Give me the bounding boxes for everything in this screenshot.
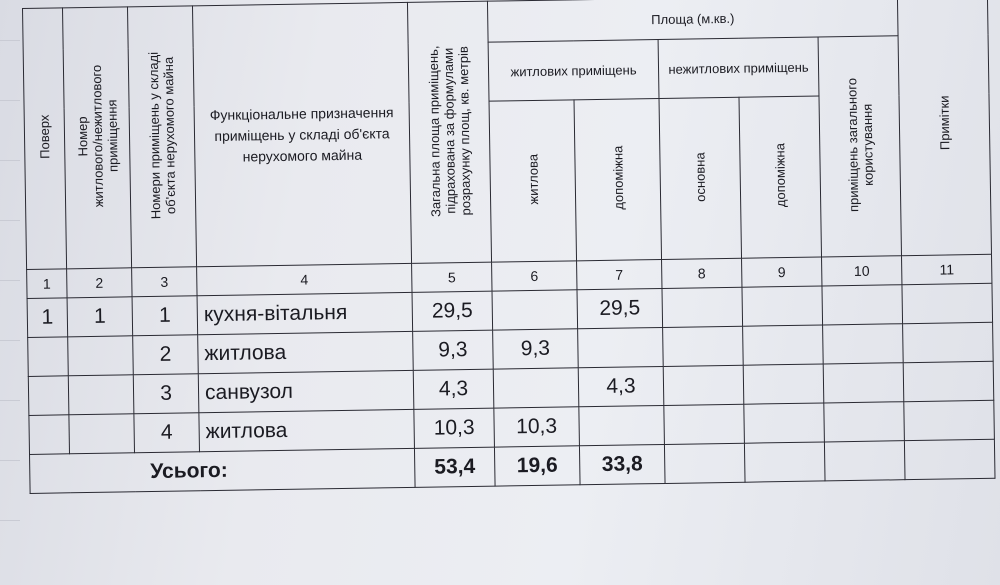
column-number: 4 <box>197 263 412 295</box>
totals-common <box>824 441 905 481</box>
header-notes: Примітки <box>897 0 991 256</box>
cell-common <box>823 363 904 403</box>
cell-res-aux <box>579 405 665 445</box>
header-residential-main: житлова <box>489 100 577 262</box>
header-nonres-main: основна <box>659 97 742 259</box>
header-residential-aux: допоміжна <box>574 99 662 261</box>
area-table-sheet <box>22 0 1000 528</box>
header-rooms-numbers: Номери приміщень у складі об'єкта нерухомого майна <box>127 6 196 268</box>
cell-res-main <box>493 368 579 408</box>
cell-res-main <box>492 290 578 330</box>
header-premises-number: Номер житлового/нежитлового приміщення <box>63 7 132 269</box>
cell-floor <box>28 337 69 377</box>
cell-total-area: 10,3 <box>414 408 495 448</box>
header-area-group: Площа (м.кв.) <box>487 0 898 42</box>
totals-label: Усього: <box>30 448 416 493</box>
column-number: 9 <box>742 257 822 287</box>
totals-nonres-aux <box>744 442 825 482</box>
cell-premises <box>68 375 134 415</box>
cell-res-main: 10,3 <box>494 407 580 447</box>
cell-res-aux <box>578 327 664 367</box>
cell-nonres-aux <box>743 325 824 365</box>
cell-nonres-aux <box>743 364 824 404</box>
cell-nonres-main <box>663 365 744 405</box>
totals-res-aux: 33,8 <box>579 444 665 484</box>
totals-notes <box>904 439 995 479</box>
cell-res-aux: 4,3 <box>578 366 664 406</box>
cell-room-name: санвузол <box>198 370 414 412</box>
cell-nonres-aux <box>742 286 823 326</box>
cell-room-number: 3 <box>133 374 199 414</box>
header-function: Функціональне призначення приміщень у складі об'єкта нерухомого майна <box>192 2 411 266</box>
header-common-use: приміщень загального користування <box>818 36 901 257</box>
cell-premises <box>69 414 135 454</box>
cell-room-number: 2 <box>133 335 199 375</box>
totals-total-area: 53,4 <box>414 447 495 487</box>
cell-notes <box>903 361 994 401</box>
header-nonres-aux: допоміжна <box>739 96 822 258</box>
header-residential: житлових приміщень <box>488 40 659 102</box>
cell-total-area: 29,5 <box>412 291 493 331</box>
cell-nonres-main <box>662 287 743 327</box>
cell-common <box>822 285 903 325</box>
header-floor: Поверх <box>23 8 67 270</box>
cell-room-name: житлова <box>199 409 415 451</box>
column-number: 7 <box>577 259 662 289</box>
cell-total-area: 4,3 <box>413 369 494 409</box>
cell-room-number: 1 <box>132 296 198 336</box>
column-number: 11 <box>902 254 992 284</box>
cell-notes <box>902 283 993 323</box>
cell-premises <box>68 336 134 376</box>
cell-nonres-main <box>663 326 744 366</box>
cell-floor <box>29 415 70 455</box>
cell-res-aux: 29,5 <box>577 288 663 328</box>
header-nonresidential: нежитлових приміщень <box>658 37 819 99</box>
cell-notes <box>903 322 994 362</box>
cell-common <box>824 402 905 442</box>
column-number: 2 <box>67 268 132 298</box>
cell-room-name: кухня-вітальня <box>197 292 413 334</box>
column-number: 1 <box>27 269 67 299</box>
column-number: 3 <box>132 267 197 297</box>
column-number: 6 <box>492 261 577 291</box>
cell-nonres-aux <box>744 403 825 443</box>
cell-room-number: 4 <box>134 413 200 453</box>
column-number: 8 <box>662 258 742 288</box>
totals-res-main: 19,6 <box>494 446 580 486</box>
header-total-area: Загальна площа приміщень, підрахована за формулами розрахунку площ, кв. метрів <box>407 1 491 263</box>
totals-nonres-main <box>664 443 745 483</box>
area-explication-table <box>22 0 996 494</box>
column-number: 5 <box>412 262 492 292</box>
cell-common <box>823 324 904 364</box>
cell-res-main: 9,3 <box>493 329 579 369</box>
cell-total-area: 9,3 <box>413 330 494 370</box>
cell-floor <box>28 376 69 416</box>
column-number: 10 <box>822 256 902 286</box>
cell-room-name: житлова <box>198 331 414 373</box>
cell-premises: 1 <box>67 297 133 337</box>
cell-notes <box>904 400 995 440</box>
cell-floor: 1 <box>27 298 68 338</box>
cell-nonres-main <box>664 404 745 444</box>
